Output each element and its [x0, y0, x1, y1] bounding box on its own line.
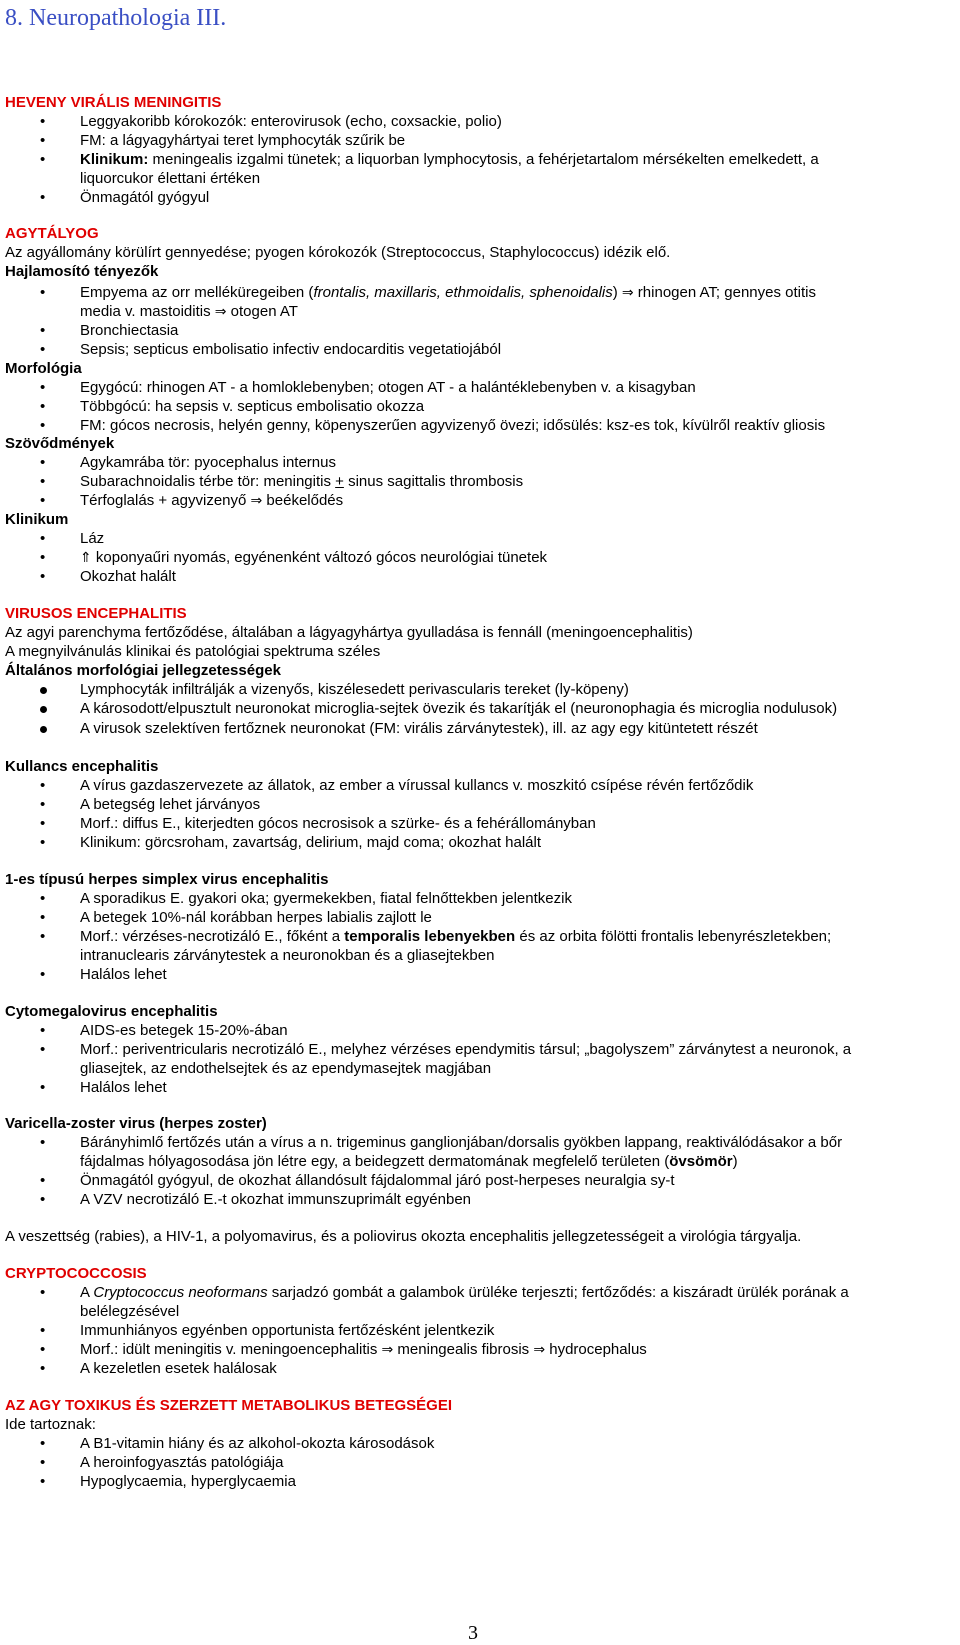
list-item: A kezeletlen esetek halálosak: [80, 1360, 277, 1377]
list-item: Morf.: diffus E., kiterjedten gócos necrosisok a szürke- és a fehérállományban: [80, 815, 596, 832]
section-heading-viral-meningitis: HEVENY VIRÁLIS MENINGITIS: [5, 94, 222, 111]
bullet-icon: •: [40, 417, 46, 434]
text: ): [612, 284, 622, 301]
bullet-icon: •: [40, 151, 46, 168]
text-bold: temporalis lebenyekben: [344, 928, 516, 945]
bullet-icon: •: [40, 796, 46, 813]
text: sarjadzó gombát a galambok ürüléke terjeszti; fertőződés: a kiszáradt ürülék porának a: [267, 1284, 849, 1301]
bullet-icon: •: [40, 815, 46, 832]
paragraph-note: A veszettség (rabies), a HIV-1, a polyomavirus, és a poliovirus okozta encephalitis jellegzetességeit a virológia tárgyalja.: [5, 1228, 802, 1245]
text: Térfoglalás + agyvizenyő: [80, 492, 251, 509]
bullet-icon: •: [40, 1134, 46, 1151]
list-item: [80, 150, 819, 169]
paragraph: Ide tartoznak:: [5, 1416, 96, 1433]
list-item: [80, 1283, 849, 1302]
list-item: [80, 1340, 647, 1360]
text: meningealis fibrosis: [393, 1341, 534, 1358]
bullet-icon: •: [40, 966, 46, 983]
list-item-continuation: [80, 1152, 738, 1171]
list-item: [80, 283, 816, 303]
list-item: Önmagától gyógyul: [80, 189, 210, 206]
list-item: Halálos lehet: [80, 1079, 167, 1096]
list-item: A B1-vitamin hiány és az alkohol-okozta károsodások: [80, 1435, 435, 1452]
bullet-icon: •: [40, 1284, 46, 1301]
list-item: Láz: [80, 530, 105, 547]
list-item: FM: gócos necrosis, helyén genny, köpenyszerűen agyvizenyő övezi; idősülés: ksz-es tok, kívülről reaktív gliosis: [80, 417, 826, 434]
list-item: Lymphocyták infiltrálják a vizenyős, kiszélesedett perivascularis tereket (ly-köpeny): [80, 681, 629, 698]
list-item: Immunhiányos egyénben opportunista fertőzésként jelentkezik: [80, 1322, 495, 1339]
implies-arrow-icon: ⇒: [250, 493, 263, 509]
bullet-icon: •: [40, 909, 46, 926]
bullet-icon: •: [40, 777, 46, 794]
paragraph: Az agyállomány körülírt gennyedése; pyogen kórokozók (Streptococcus, Staphylococcus) idézik elő.: [5, 244, 671, 261]
list-item: Morf.: periventricularis necrotizáló E., melyhez vérzéses ependymitis társul; „bagolyszem” zárványtest a neuronok, a: [80, 1041, 852, 1058]
text-italic: frontalis, maxillaris, ethmoidalis, sphenoidalis: [313, 284, 613, 301]
bullet-icon: •: [40, 1341, 46, 1358]
round-bullet-icon: [40, 706, 47, 713]
page-title: 8. Neuropathologia III.: [5, 5, 227, 31]
subheading: Szövődmények: [5, 435, 115, 452]
text: fájdalmas hólyagosodása jön létre egy, a beidegzett dermatomának megfelelő területen (: [80, 1153, 670, 1170]
bullet-icon: •: [40, 1022, 46, 1039]
bullet-icon: •: [40, 113, 46, 130]
bullet-icon: •: [40, 530, 46, 547]
bullet-icon: •: [40, 549, 46, 566]
text: meningealis izgalmi tünetek; a liquorban lymphocytosis, a fehérjetartalom mérsékelten emelkedett, a: [148, 151, 819, 168]
text: media v. mastoiditis: [80, 303, 215, 320]
text-bold: övsömör: [669, 1153, 733, 1170]
list-item: Önmagától gyógyul, de okozhat állandósult fájdalommal járó post-herpeses neuralgia sy-t: [80, 1172, 675, 1189]
text: sinus sagittalis thrombosis: [343, 473, 524, 490]
implies-arrow-icon: ⇒: [621, 285, 634, 301]
bullet-icon: •: [40, 322, 46, 339]
list-item: A sporadikus E. gyakori oka; gyermekekben, fiatal felnőttekben jelentkezik: [80, 890, 572, 907]
text: beékelődés: [262, 492, 344, 509]
list-item: Agykamrába tör: pyocephalus internus: [80, 454, 336, 471]
bullet-icon: •: [40, 568, 46, 585]
text: Empyema az orr melléküregeiben (: [80, 284, 314, 301]
list-item: FM: a lágyagyhártyai teret lymphocyták szűrik be: [80, 132, 406, 149]
list-item: A vírus gazdaszervezete az állatok, az ember a vírussal kullancs v. moszkitó csípése révén fertőződik: [80, 777, 754, 794]
bullet-icon: •: [40, 1473, 46, 1490]
section-heading-cryptococcosis: CRYPTOCOCCOSIS: [5, 1265, 147, 1282]
list-item: Okozhat halált: [80, 568, 176, 585]
text: Morf.: vérzéses-necrotizáló E., főként a: [80, 928, 345, 945]
implies-arrow-icon: ⇒: [381, 1342, 394, 1358]
subheading: Hajlamosító tényezők: [5, 263, 159, 280]
bullet-icon: •: [40, 1454, 46, 1471]
list-item: Egygócú: rhinogen AT - a homloklebenyben; otogen AT - a halántéklebenyben v. a kisagyban: [80, 379, 696, 396]
text-italic: Cryptococcus neoformans: [93, 1284, 268, 1301]
bullet-icon: •: [40, 132, 46, 149]
round-bullet-icon: [40, 726, 47, 733]
section-heading-toxic-metabolic: AZ AGY TOXIKUS ÉS SZERZETT METABOLIKUS BETEGSÉGEI: [5, 1397, 452, 1414]
bullet-icon: •: [40, 284, 46, 301]
increase-arrow-icon: ⇑: [80, 550, 92, 566]
list-item: Bárányhimlő fertőzés után a vírus a n. trigeminus ganglionjában/dorsalis gyökben lappang, reaktiválódásakor a bőr: [80, 1134, 843, 1151]
paragraph: Az agyi parenchyma fertőződése, általában a lágyagyhártya gyulladása is fennáll (meningoencephalitis): [5, 624, 693, 641]
list-item: A heroinfogyasztás patológiája: [80, 1454, 284, 1471]
text: rhinogen AT; gennyes otitis: [633, 284, 816, 301]
round-bullet-icon: [40, 687, 47, 694]
list-item: [80, 548, 547, 568]
implies-arrow-icon: ⇒: [533, 1342, 546, 1358]
bullet-icon: •: [40, 189, 46, 206]
subheading: Klinikum: [5, 511, 69, 528]
list-item: Leggyakoribb kórokozók: enterovirusok (echo, coxsackie, polio): [80, 113, 502, 130]
text: otogen AT: [226, 303, 298, 320]
bullet-icon: •: [40, 1191, 46, 1208]
subheading: Kullancs encephalitis: [5, 758, 159, 775]
section-heading-abscess: AGYTÁLYOG: [5, 225, 99, 242]
text: Morf.: idült meningitis v. meningoencephalitis: [80, 1341, 382, 1358]
section-heading-viral-encephalitis: VIRUSOS ENCEPHALITIS: [5, 605, 187, 622]
list-item: [80, 472, 523, 491]
subheading: Morfológia: [5, 360, 82, 377]
list-item: [80, 491, 343, 511]
bullet-icon: •: [40, 834, 46, 851]
list-item: AIDS-es betegek 15-20%-ában: [80, 1022, 288, 1039]
paragraph: A megnyilvánulás klinikai és patológiai spektruma széles: [5, 643, 381, 660]
label-bold: Klinikum:: [80, 151, 149, 168]
bullet-icon: •: [40, 928, 46, 945]
list-item: Sepsis; septicus embolisatio infectiv endocarditis vegetatiojából: [80, 341, 502, 358]
subheading: Cytomegalovirus encephalitis: [5, 1003, 218, 1020]
bullet-icon: •: [40, 398, 46, 415]
text: ): [732, 1153, 738, 1170]
list-item: Többgócú: ha sepsis v. septicus embolisatio okozza: [80, 398, 425, 415]
list-item: A betegek 10%-nál korábban herpes labialis zajlott le: [80, 909, 432, 926]
list-item: Hypoglycaemia, hyperglycaemia: [80, 1473, 296, 1490]
bullet-icon: •: [40, 1041, 46, 1058]
list-item: Bronchiectasia: [80, 322, 179, 339]
plus-minus-sign: +: [335, 473, 344, 490]
list-item: Klinikum: görcsroham, zavartság, delirium, majd coma; okozhat halált: [80, 834, 542, 851]
bullet-icon: •: [40, 492, 46, 509]
text: és az orbita fölötti frontalis lebenyrészletekben;: [515, 928, 832, 945]
implies-arrow-icon: ⇒: [214, 304, 227, 320]
bullet-icon: •: [40, 473, 46, 490]
text: Subarachnoidalis térbe tör: meningitis: [80, 473, 336, 490]
text: A: [80, 1284, 94, 1301]
bullet-icon: •: [40, 1079, 46, 1096]
bullet-icon: •: [40, 454, 46, 471]
bullet-icon: •: [40, 341, 46, 358]
list-item: A virusok szelektíven fertőznek neuronokat (FM: virális zárványtestek), ill. az agy egy kitüntetett részét: [80, 720, 758, 737]
bullet-icon: •: [40, 1172, 46, 1189]
subheading: Varicella-zoster virus (herpes zoster): [5, 1115, 267, 1132]
page-number: 3: [468, 1622, 478, 1644]
text: koponyaűri nyomás, egyénenként változó gócos neurológiai tünetek: [91, 549, 548, 566]
list-item: Halálos lehet: [80, 966, 167, 983]
list-item-continuation: gliasejtek, az endothelsejtek és az ependymasejtek magjában: [80, 1060, 492, 1077]
list-item-continuation: intranuclearis zárványtestek a neuronokban és a gliasejtekben: [80, 947, 495, 964]
bullet-icon: •: [40, 379, 46, 396]
list-item: A betegség lehet járványos: [80, 796, 261, 813]
bullet-icon: •: [40, 1435, 46, 1452]
list-item-continuation: belélegzésével: [80, 1303, 180, 1320]
text: hydrocephalus: [545, 1341, 647, 1358]
subheading: Általános morfológiai jellegzetességek: [5, 662, 281, 679]
bullet-icon: •: [40, 1360, 46, 1377]
list-item-continuation: liquorcukor élettani értéken: [80, 170, 261, 187]
subheading: 1-es típusú herpes simplex virus encephalitis: [5, 871, 329, 888]
list-item: A VZV necrotizáló E.-t okozhat immunszuprimált egyénben: [80, 1191, 472, 1208]
bullet-icon: •: [40, 890, 46, 907]
bullet-icon: •: [40, 1322, 46, 1339]
list-item: A károsodott/elpusztult neuronokat microglia-sejtek övezik és takarítják el (neuronophagia és microglia nodulusok): [80, 700, 838, 717]
list-item: [80, 927, 831, 946]
list-item-continuation: [80, 302, 298, 322]
